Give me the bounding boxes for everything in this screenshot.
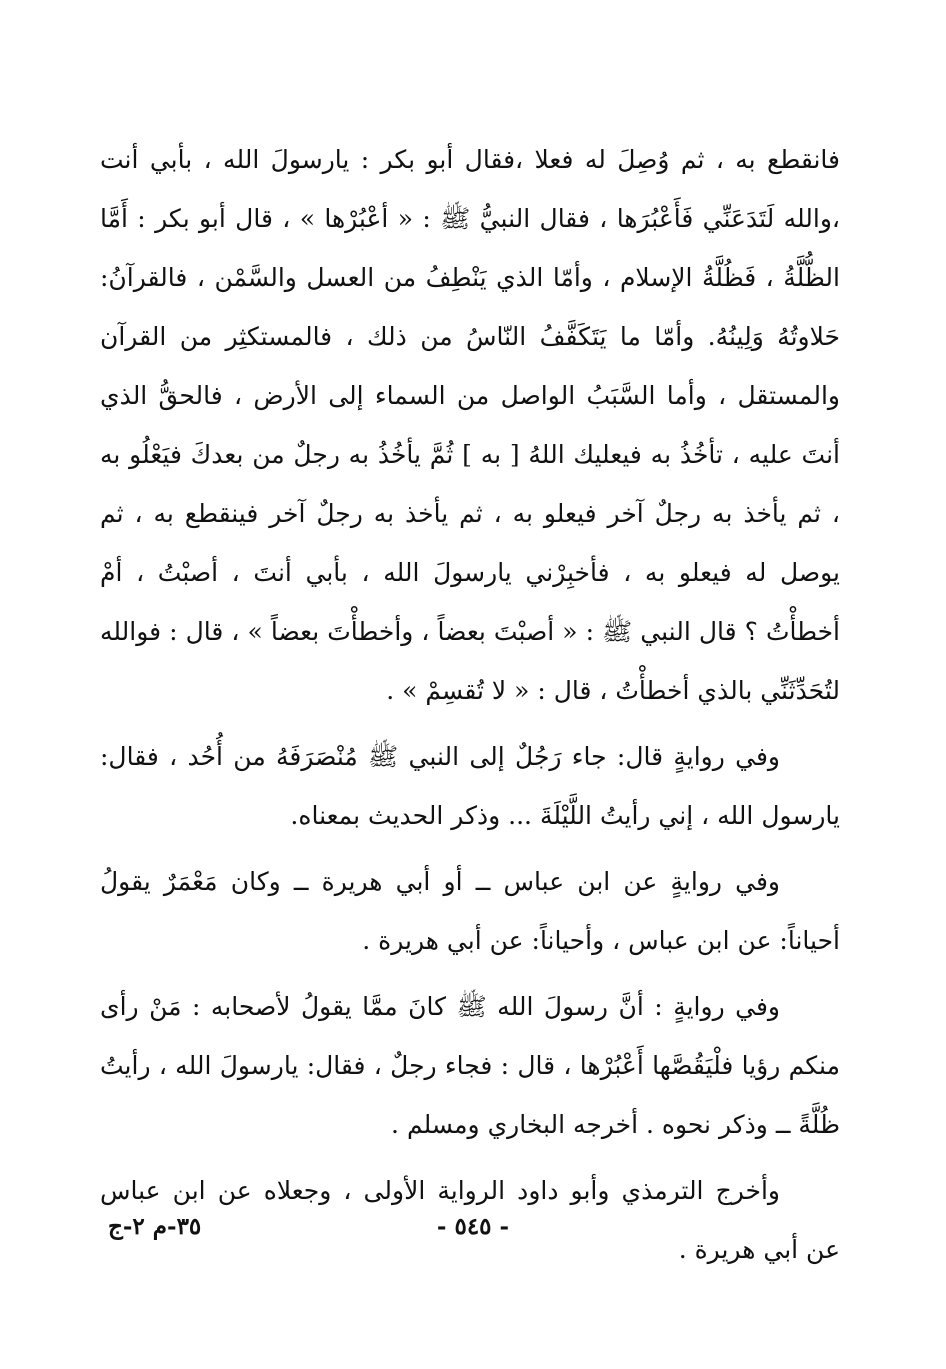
page-footer [0,1213,946,1253]
page-number: - ٥٤٥ - [436,1213,510,1240]
paragraph-1: فانقطع به ، ثم وُصِلَ له فعلا ،فقال أبو بكر : يارسولَ الله ، بأبي أنت ،والله لَتَدَعَنِّي فَأَعْبُرَها ، فقال النبيُّ ﷺ : « أعْبُرْها » ، قال أبو بكر : أَمَّا الظُّلَّةُ ، فَظُلَّةُ الإسلام ، وأمّا الذي يَنْطِفُ من العسل والسَّمْن ، فالقرآنُ: حَلاوتُهُ وَلِينُهُ. وأمّا ما يَتَكَفَّفُ النّاسُ من ذلك ، فالمستكثِر من القرآن والمستقل ، وأما السَّبَبُ الواصل من السماء إلى الأرض ، فالحقُّ الذي أنتَ عليه ، تأخُذُ به فيعليك اللهُ [ به ] ثُمَّ يأخُذُ به رجلٌ من بعدكَ فيَعْلُو به ، ثم يأخذ به رجلٌ آخر فيعلو به ، ثم يأخذ به رجلٌ آخر فينقطع به ، ثم يوصل له فيعلو به ، فأخبِرْني يارسولَ الله ، بأبي أنتَ ، أصبْتُ ، أمْ أخطأْتُ ؟ قال النبي ﷺ : « أصبْتَ بعضاً ، وأخطأْتَ بعضاً » ، قال : فوالله لتُحَدِّثَنِّي بالذي أخطأْتُ ، قال : « لا تُقسِمْ » . [100,145,840,705]
print-signature: ٣٥-م ٢-ج [108,1213,202,1240]
paragraph-4: وفي روايةٍ : أنَّ رسولَ الله ﷺ كانَ ممَّا يقولُ لأصحابه : مَنْ رأى منكم رؤيا فلْيَقُصَّها أَعْبُرْها ، قال : فجاء رجلٌ ، فقال: يارسولَ الله ، رأيتُ ظُلَّةً ــ وذكر نحوه . أخرجه البخاري ومسلم . [100,992,840,1139]
paragraph-2: وفي روايةٍ قال: جاء رَجُلٌ إلى النبي ﷺ مُنْصَرَفَهُ من أُحُد ، فقال: يارسول الله ، إني رأيتُ اللَّيْلَةَ ... وذكر الحديث بمعناه. [100,742,840,830]
paragraph-3: وفي روايةٍ عن ابن عباس ــ أو أبي هريرة ــ وكان مَعْمَرٌ يقولُ أحياناً: عن ابن عباس ، وأحياناً: عن أبي هريرة . [100,867,840,955]
paragraph-5: وأخرج الترمذي وأبو داود الرواية الأولى ، وجعلاه عن ابن عباس عن أبي هريرة . [100,1176,840,1264]
main-text [100,130,840,1279]
